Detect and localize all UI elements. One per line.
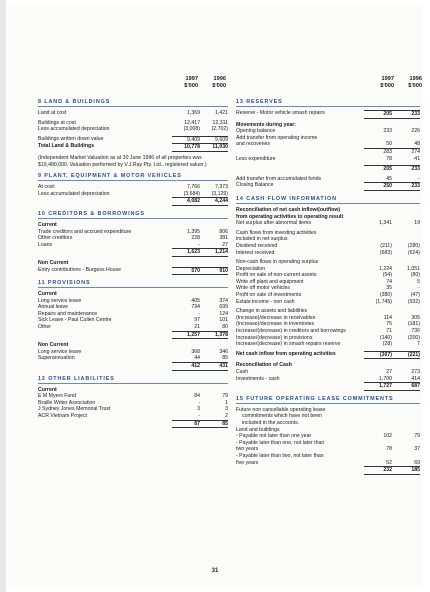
table-row: commitments which have not been [242, 413, 322, 420]
section-title-plant-equipment: 9 PLANT, EQUIPMENT & MOTOR VEHICLES [38, 173, 228, 181]
table-row: Other creditors 228 381 [38, 235, 228, 242]
table-row: Less accumulated depreciation (3,008) (2,702) [38, 126, 228, 133]
table-row: Increase/(decrease) in smash repairs reserve (28) 7 [236, 341, 420, 348]
table-row: Annual leave 734 699 [38, 304, 228, 311]
valuation-note: (Independent Market Valuation as at 30 June 1996 of all properties was $19,480,000. Valuation performed by V.J.Ray Pty. Ltd., registered valuer.) [38, 154, 207, 168]
document-page [8, 6, 422, 586]
table-row: Superannuation 44 85 [38, 355, 228, 362]
table-row: Net surplus after abnormal items 1,341 19 [236, 220, 420, 227]
table-row: Total Land & Buildings 10,778 11,030 [38, 143, 228, 151]
table-row: 205 233 [236, 165, 420, 173]
subheading: Reconciliation of Cash [236, 362, 292, 369]
table-row: Profit on sale of non-current assets (54) (80) [236, 272, 420, 279]
right-column [236, 94, 420, 475]
table-row: Add transfer from accumulated funds 45 - [236, 175, 420, 182]
left-column [38, 94, 228, 428]
table-row: Investments - cash 1,700 414 [236, 375, 420, 382]
table-row: included in the accounts. [242, 419, 300, 426]
table-row: two years 78 37 [236, 446, 420, 453]
table-row: E M Myers Fund 84 79 [38, 393, 228, 400]
table-row: Future non cancellable operating lease [236, 406, 326, 413]
table-row: ACR Vietnam Project - 2 [38, 413, 228, 419]
table-row: Braille Writer Association - 1 [38, 399, 228, 406]
subheading: Current [38, 221, 57, 228]
table-row: Long service leave 405 374 [38, 297, 228, 304]
table-row: Other 21 80 [38, 324, 228, 331]
table-row: Cash flows from investing activities [236, 229, 317, 236]
table-row: Non-cash flows in operating surplus [236, 259, 319, 266]
table-row: 87 85 [38, 420, 228, 429]
table-row: Write off plant and equipment 74 5 [236, 278, 420, 285]
table-row: and recoveries 50 48 [236, 141, 420, 148]
table-row: Estate income - non cash (1,745) (932) [236, 298, 420, 305]
table-row: Profit on sale of investments (380) (47) [236, 292, 420, 299]
table-row: Land and buildings [236, 426, 280, 433]
table-row: - Payable not later than one year 102 79 [236, 433, 420, 440]
page-number: 31 [211, 568, 219, 574]
section-title-lease-commitments: 15 FUTURE OPERATING LEASE COMMITMENTS [236, 396, 420, 404]
table-row: included in net surplus [236, 236, 288, 243]
table-row: Change in assets and liabilities [236, 308, 308, 315]
table-row: At cost: 7,766 7,373 [38, 184, 228, 191]
table-row: Trade creditors and accrued expenditure 1,395 806 [38, 228, 228, 235]
table-row: Increase/(decrease) in creditors and borrowings 71 736 [236, 328, 420, 335]
table-row: Dividend received (211) (280) [236, 242, 420, 249]
left-year-header: 1997 1996 $'000 $'000 [184, 76, 226, 89]
subheading: Current [38, 291, 57, 298]
table-row: Repairs and maintenance - 124 [38, 310, 228, 317]
table-row: Interest received (683) (624) [236, 249, 420, 256]
table-row: 283 274 [236, 148, 420, 156]
table-row: Entry contributions - Burgess House 570 910 [38, 266, 228, 274]
table-row: Long service leave 368 346 [38, 348, 228, 355]
table-row: 232 185 [236, 466, 420, 475]
table-row: - Payable later than two, not later than [236, 452, 324, 459]
subheading: Reconciliation of net cash inflow/(outflow) [236, 206, 341, 213]
table-row: 1,257 1,378 [38, 331, 228, 340]
table-row: Closing Balance 250 233 [236, 182, 420, 190]
right-year-header: 1997 1996 $'000 $'000 [380, 76, 422, 89]
table-row: J Sydney Jones Memorial Trust 3 3 [38, 406, 228, 413]
table-row: Cash 27 273 [236, 369, 420, 375]
section-title-other-liabilities: 12 OTHER LIABILITIES [38, 376, 228, 384]
table-row: Opening balance 233 226 [236, 128, 420, 135]
section-title-cash-flow: 14 CASH FLOW INFORMATION [236, 196, 420, 204]
table-row: 1,727 687 [236, 382, 420, 391]
section-title-reserves: 13 RESERVES [236, 99, 420, 107]
section-title-provisions: 11 PROVISIONS [38, 280, 228, 288]
subheading: Non Current [38, 259, 69, 266]
table-row: Write off motor vehicles 35 - [236, 285, 420, 292]
table-row: Depreciation 1,224 1,051 [236, 265, 420, 272]
table-row: (Increase)/decrease in receivables 114 305 [236, 314, 420, 321]
table-row: Increase/(decrease) in provisions (140) (200) [236, 334, 420, 341]
table-row: Sick Leave - Paul Cullen Centre 97 101 [38, 317, 228, 324]
table-row: Less expenditure 78 41 [236, 155, 420, 162]
section-title-creditors: 10 CREDITORS & BORROWINGS [38, 211, 228, 219]
table-row: 412 431 [38, 362, 228, 371]
table-row: Loans - 27 [38, 241, 228, 248]
table-row: Reserve - Motor vehicle smash repairs 205 233 [236, 110, 420, 117]
table-row: Add transfer from operating income [236, 134, 318, 141]
subheading: Current [38, 386, 57, 393]
subheading: Non Current [38, 342, 69, 349]
table-row: - Payable later than one, not later than [236, 439, 325, 446]
subheading: Movements during year: [236, 121, 296, 128]
table-row: five years 52 69 [236, 459, 420, 466]
subheading: from operating activities to operating result [236, 213, 344, 220]
table-row: Net cash inflow from operating activities (307) (221) [236, 350, 420, 358]
table-row: Less accumulated depreciation (3,684) (3,129) [38, 190, 228, 197]
table-row: 4,082 4,244 [38, 197, 228, 206]
table-row: Land at cost 1,369 1,421 [38, 110, 228, 116]
table-row: (Increase)/decrease in inventories 75 (181) [236, 321, 420, 328]
table-row: Buildings written down value 9,409 9,609 [38, 135, 228, 143]
section-title-land-buildings: 8 LAND & BUILDINGS [38, 99, 228, 107]
table-row: Buildings at cost 12,417 12,311 [38, 119, 228, 126]
table-row: 1,623 1,214 [38, 248, 228, 257]
